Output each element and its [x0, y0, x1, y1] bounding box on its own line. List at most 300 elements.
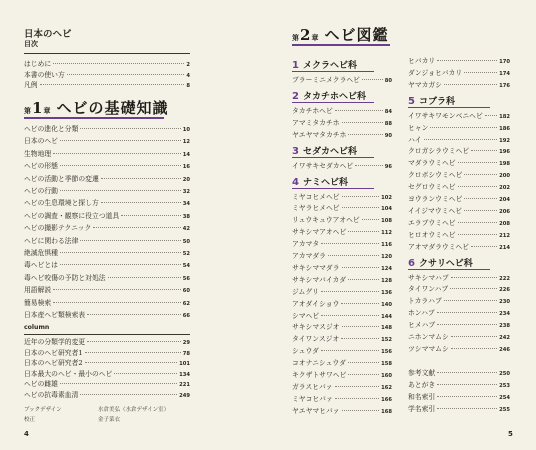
entry-label: 日本最大のヘビ・最小のヘビ	[24, 369, 113, 378]
entry-label: 用語解説	[24, 286, 52, 295]
toc-entry[interactable]	[408, 80, 510, 90]
toc-entry[interactable]	[292, 215, 392, 225]
chapter-title: ヘビの基礎知識	[56, 99, 169, 117]
leader-dots	[362, 219, 379, 220]
entry-page: 38	[182, 213, 190, 220]
toc-entry[interactable]	[24, 310, 190, 320]
toc-entry[interactable]	[24, 161, 190, 171]
entry-page: 112	[381, 230, 392, 237]
entry-label: アオダイショウ	[292, 299, 340, 308]
toc-entry[interactable]	[24, 198, 190, 208]
entry-page: 144	[381, 313, 392, 320]
leader-dots	[53, 302, 181, 303]
toc-entry[interactable]	[24, 248, 190, 258]
leader-dots	[335, 386, 380, 387]
divider	[24, 53, 190, 54]
family-name: セダカヘビ科	[302, 146, 357, 157]
leader-dots	[60, 252, 181, 253]
entry-page: 12	[182, 139, 190, 146]
leader-dots	[342, 122, 383, 123]
entry-page: 208	[499, 220, 510, 227]
leader-dots	[335, 398, 379, 399]
leader-dots	[348, 362, 379, 363]
toc-entry[interactable]	[24, 260, 190, 270]
entry-page: 102	[381, 194, 392, 201]
leader-dots	[437, 408, 497, 409]
entry-page: 42	[182, 226, 190, 233]
leader-dots	[342, 326, 380, 327]
toc-entry[interactable]	[408, 404, 510, 414]
leader-dots	[451, 336, 497, 337]
entry-page: 250	[499, 370, 510, 377]
toc-entry[interactable]	[24, 80, 190, 90]
entry-page: 108	[381, 218, 392, 225]
toc-entry[interactable]	[292, 370, 392, 380]
toc-entry[interactable]	[292, 251, 392, 261]
toc-entry[interactable]	[292, 263, 392, 273]
entry-page: 230	[499, 299, 510, 306]
toc-heading: 目次	[24, 39, 38, 48]
entry-page: 186	[499, 125, 510, 132]
leader-dots	[321, 350, 379, 351]
entry-label: クロガシラウミヘビ	[408, 147, 470, 156]
entry-label: ニホンマムシ	[408, 333, 449, 341]
entry-label: 本書の使い方	[24, 70, 65, 79]
entry-label: ヘビの進化と分類	[24, 125, 79, 133]
entry-label: あとがき	[408, 380, 436, 389]
leader-dots	[80, 394, 177, 395]
leader-dots	[458, 186, 498, 187]
leader-dots	[80, 128, 180, 129]
toc-entry[interactable]	[408, 368, 510, 378]
entry-label: ヒメハブ	[408, 321, 436, 330]
entry-label: ヤエヤマタカチホ	[292, 130, 347, 139]
entry-label: トカラハブ	[408, 297, 442, 306]
entry-label: 日本産ヘビ類検索表	[24, 311, 86, 319]
entry-label: イワサキセダカヘビ	[292, 161, 354, 170]
entry-page: 156	[381, 349, 392, 356]
toc-entry[interactable]	[408, 111, 510, 121]
toc-entry[interactable]	[24, 337, 190, 347]
entry-label: サキシマバイカダ	[292, 275, 347, 284]
entry-page: 202	[499, 185, 510, 192]
toc-entry[interactable]	[408, 182, 510, 192]
entry-page: 29	[182, 340, 190, 346]
entry-page: 246	[499, 346, 510, 353]
toc-entry[interactable]	[24, 70, 190, 80]
entry-page: 162	[381, 384, 392, 391]
toc-entry[interactable]	[24, 390, 190, 400]
entry-label: 和名索引	[408, 392, 436, 401]
toc-entry[interactable]	[408, 273, 510, 283]
leader-dots	[60, 383, 177, 384]
leader-dots	[348, 374, 379, 375]
toc-entry[interactable]	[292, 118, 392, 128]
toc-entry[interactable]	[292, 358, 392, 368]
leader-dots	[464, 198, 497, 199]
leader-dots	[464, 174, 497, 175]
leader-dots	[60, 264, 181, 265]
leader-dots	[114, 373, 177, 374]
entry-page: 158	[381, 361, 392, 368]
toc-entry[interactable]	[408, 230, 510, 240]
family-underline	[292, 102, 374, 103]
entry-page: 204	[499, 197, 510, 203]
toc-entry[interactable]	[292, 406, 392, 416]
toc-entry[interactable]	[24, 211, 190, 221]
page-number: 5	[508, 430, 513, 438]
leader-dots	[321, 315, 379, 316]
entry-label: 近年の分類学的変更	[24, 338, 86, 346]
toc-entry[interactable]	[292, 192, 392, 202]
entry-page: 16	[182, 164, 190, 171]
toc-entry[interactable]	[24, 174, 190, 184]
toc-entry[interactable]	[408, 123, 510, 133]
toc-entry[interactable]	[408, 296, 510, 306]
entry-page: 226	[499, 287, 510, 294]
divider	[24, 334, 190, 335]
leader-dots	[437, 396, 497, 397]
entry-page: 80	[384, 78, 392, 84]
entry-page: 148	[381, 325, 392, 332]
entry-label: セグロウミヘビ	[408, 183, 456, 192]
entry-label: ガラスヒバァ	[292, 382, 333, 391]
leader-dots	[464, 210, 497, 211]
leader-dots	[85, 352, 181, 353]
leader-dots	[121, 215, 181, 216]
toc-entry[interactable]	[408, 320, 510, 330]
leader-dots	[471, 150, 497, 151]
toc-entry[interactable]	[292, 287, 392, 297]
entry-page: 152	[381, 337, 392, 344]
toc-entry[interactable]	[292, 334, 392, 344]
toc-entry[interactable]	[292, 322, 392, 332]
leader-dots	[101, 178, 181, 179]
entry-label: ヘビに関わる法律	[24, 236, 79, 245]
entry-page: 128	[381, 277, 392, 284]
entry-label: ヘビの形態	[24, 162, 58, 171]
book-title: 日本のヘビ	[24, 29, 72, 40]
toc-entry[interactable]	[24, 59, 190, 69]
entry-page: 2	[186, 62, 190, 68]
family-name: コブラ科	[418, 96, 455, 107]
toc-entry[interactable]	[408, 392, 510, 402]
entry-label: イワサキワモンベニヘビ	[408, 111, 483, 120]
entry-page: 120	[381, 254, 392, 260]
entry-page: 221	[179, 382, 190, 388]
entry-label: シュウダ	[292, 347, 319, 356]
entry-label: アカマタ	[292, 240, 320, 249]
leader-dots	[342, 207, 380, 208]
toc-entry[interactable]	[292, 75, 392, 85]
chapter-suffix: 章	[311, 33, 319, 42]
entry-label: クロボシウミヘビ	[408, 171, 463, 180]
entry-label: ハイ	[408, 135, 422, 144]
entry-label: ヒロオウミヘビ	[408, 230, 456, 239]
leader-dots	[444, 84, 497, 85]
leader-dots	[437, 324, 497, 325]
entry-label: リュウキュウアオヘビ	[292, 216, 360, 225]
credit-role: 校正	[24, 417, 36, 423]
entry-label: 日本のヘビ研究者1	[24, 348, 83, 357]
entry-page: 168	[381, 408, 392, 415]
entry-page: 34	[182, 201, 190, 208]
leader-dots	[348, 134, 382, 135]
leader-dots	[430, 127, 497, 128]
toc-entry[interactable]	[292, 346, 392, 356]
entry-page: 253	[499, 382, 510, 389]
toc-entry[interactable]	[292, 394, 392, 404]
entry-label: ブラーミニメクラヘビ	[292, 76, 360, 84]
entry-label: サキシマスジオ	[292, 323, 340, 332]
toc-entry[interactable]	[24, 236, 190, 246]
family-number: 2	[292, 90, 299, 102]
leader-dots	[437, 60, 497, 61]
toc-entry[interactable]	[24, 149, 190, 159]
entry-label: ミヤコヒバァ	[292, 394, 333, 403]
entry-label: エラブウミヘビ	[408, 218, 456, 227]
entry-label: 毒ヘビとは	[24, 261, 58, 270]
entry-label: 凡例	[24, 81, 38, 89]
entry-page: 56	[182, 275, 190, 282]
chapter1-heading	[24, 97, 168, 118]
entry-page: 14	[182, 151, 190, 158]
leader-dots	[342, 267, 380, 268]
entry-label: サキシマハブ	[408, 273, 449, 282]
entry-label: 参考文献	[408, 368, 436, 377]
family-name: タカチホヘビ科	[302, 91, 366, 102]
entry-label: アカマダラ	[292, 252, 326, 260]
chapter-number: 1	[32, 99, 43, 117]
family-underline	[292, 188, 374, 189]
leader-dots	[87, 341, 181, 342]
family-name: メクラヘビ科	[302, 61, 357, 71]
toc-entry[interactable]	[408, 344, 510, 354]
entry-page: 242	[499, 335, 510, 341]
leader-dots	[341, 303, 379, 304]
entry-page: 78	[182, 350, 190, 357]
leader-dots	[342, 196, 380, 197]
leader-dots	[437, 372, 497, 373]
leader-dots	[321, 243, 379, 244]
leader-dots	[60, 190, 181, 191]
toc-entry[interactable]	[408, 380, 510, 390]
entry-page: 136	[381, 289, 392, 296]
entry-label: ホンハブ	[408, 309, 435, 318]
entry-label: ヘビの撮影テクニック	[24, 224, 92, 233]
toc-entry[interactable]	[408, 158, 510, 168]
toc-entry[interactable]	[408, 170, 510, 180]
toc-entry[interactable]	[24, 136, 190, 146]
entry-label: ジムグリ	[292, 287, 319, 296]
entry-label: ツシママムシ	[408, 344, 449, 353]
leader-dots	[53, 153, 181, 154]
entry-label: ヒャン	[408, 123, 429, 132]
toc-entry[interactable]	[292, 106, 392, 116]
toc-entry[interactable]	[408, 284, 510, 294]
entry-label: マダラウミヘビ	[408, 159, 456, 168]
leader-dots	[451, 277, 498, 278]
entry-label: タカチホヘビ	[292, 106, 333, 115]
family-number: 1	[292, 60, 299, 71]
entry-label: 毒ヘビ咬傷の予防と対処法	[24, 273, 106, 282]
leader-dots	[464, 72, 497, 73]
entry-label: ミヤコヒメヘビ	[292, 192, 340, 201]
entry-page: 10	[182, 127, 190, 133]
entry-page: 54	[182, 263, 190, 270]
leader-dots	[93, 227, 180, 228]
entry-label: ヘビの活動と季節の変遷	[24, 174, 99, 183]
entry-label: タイワンハブ	[408, 285, 449, 294]
entry-page: 88	[384, 120, 392, 127]
column-heading: column	[24, 324, 50, 331]
toc-entry[interactable]	[292, 311, 392, 321]
family-heading	[292, 175, 348, 188]
leader-dots	[458, 222, 498, 223]
entry-label: ヘビの生息環境と探し方	[24, 199, 99, 208]
entry-page: 222	[499, 275, 510, 282]
leader-dots	[485, 115, 497, 116]
toc-entry[interactable]	[408, 218, 510, 228]
chapter-suffix: 章	[43, 106, 51, 115]
toc-entry[interactable]	[292, 275, 392, 285]
entry-page: 196	[499, 149, 510, 156]
toc-entry[interactable]	[24, 348, 190, 358]
toc-entry[interactable]	[292, 130, 392, 140]
family-number: 6	[408, 257, 415, 269]
entry-page: 206	[499, 208, 510, 215]
toc-entry[interactable]	[408, 308, 510, 318]
leader-dots	[471, 246, 497, 247]
entry-page: 32	[182, 189, 190, 195]
entry-page: 234	[499, 311, 510, 318]
entry-label: 生物地理	[24, 149, 52, 158]
entry-page: 170	[499, 59, 510, 65]
entry-page: 249	[179, 392, 190, 399]
chapter2-heading	[292, 24, 388, 45]
toc-entry[interactable]	[408, 332, 510, 342]
toc-entry[interactable]	[24, 273, 190, 283]
leader-dots	[335, 110, 383, 111]
entry-page: 140	[381, 301, 392, 308]
entry-label: 簡易検索	[24, 298, 52, 307]
toc-entry[interactable]	[24, 186, 190, 196]
entry-page: 8	[186, 83, 190, 89]
toc-entry[interactable]	[292, 161, 392, 171]
leader-dots	[444, 300, 497, 301]
entry-page: 134	[179, 371, 190, 378]
family-heading	[292, 58, 357, 71]
leader-dots	[80, 240, 180, 241]
toc-entry[interactable]	[292, 239, 392, 249]
toc-entry[interactable]	[24, 298, 190, 308]
leader-dots	[437, 312, 497, 313]
toc-entry[interactable]	[408, 242, 510, 252]
family-number: 3	[292, 145, 299, 157]
entry-label: ヘビの雌雄	[24, 380, 58, 388]
entry-label: キクザトサワヘビ	[292, 371, 347, 379]
leader-dots	[348, 279, 379, 280]
entry-page: 84	[384, 108, 392, 115]
entry-label: ヘビの行動	[24, 187, 58, 195]
entry-label: 絶滅危惧種	[24, 249, 58, 257]
entry-page: 198	[499, 161, 510, 168]
toc-entry[interactable]	[24, 379, 190, 389]
leader-dots	[53, 63, 184, 64]
family-heading	[292, 89, 366, 102]
entry-page: 212	[499, 232, 510, 239]
leader-dots	[53, 289, 181, 290]
family-underline	[292, 157, 374, 158]
family-heading	[408, 94, 455, 107]
credit-name: 水倉美弘（水倉デザイン室）	[98, 407, 170, 413]
entry-label: ダンジョヒバカリ	[408, 68, 463, 77]
toc-entry[interactable]	[408, 194, 510, 204]
leader-dots	[108, 277, 181, 278]
leader-dots	[341, 338, 379, 339]
entry-label: はじめに	[24, 60, 52, 68]
entry-page: 52	[182, 251, 190, 257]
entry-page: 160	[381, 373, 392, 379]
entry-label: 学名索引	[408, 404, 436, 413]
family-heading	[292, 144, 357, 157]
toc-entry[interactable]	[24, 124, 190, 134]
leader-dots	[101, 202, 181, 203]
leader-dots	[348, 231, 379, 232]
toc-entry[interactable]	[408, 206, 510, 216]
entry-page: 20	[182, 176, 190, 183]
toc-entry[interactable]	[24, 285, 190, 295]
chapter-title: ヘビ図鑑	[324, 26, 389, 44]
entry-label: 日本のヘビ	[24, 137, 58, 146]
toc-entry[interactable]	[24, 358, 190, 368]
leader-dots	[67, 74, 185, 75]
leader-dots	[60, 165, 181, 166]
leader-dots	[458, 234, 498, 235]
toc-entry[interactable]	[408, 68, 510, 78]
toc-entry[interactable]	[292, 382, 392, 392]
entry-label: イイジマウミヘビ	[408, 206, 463, 215]
leader-dots	[40, 84, 185, 85]
toc-entry[interactable]	[408, 135, 510, 145]
entry-page: 4	[186, 72, 190, 79]
toc-entry[interactable]	[24, 369, 190, 379]
entry-label: コオナニシュウダ	[292, 359, 346, 368]
toc-entry[interactable]	[292, 227, 392, 237]
entry-label: ヤマカガシ	[408, 80, 442, 89]
entry-label: サキシママダラ	[292, 263, 340, 272]
leader-dots	[355, 165, 383, 166]
entry-page: 62	[182, 300, 190, 307]
entry-page: 174	[499, 70, 510, 77]
entry-label: ヘビの抗毒素血清	[24, 390, 79, 399]
chapter-prefix: 第	[292, 33, 299, 42]
toc-entry[interactable]	[408, 146, 510, 156]
entry-page: 50	[182, 238, 190, 245]
toc-entry[interactable]	[24, 223, 190, 233]
entry-label: アマミタカチホ	[292, 118, 340, 127]
entry-page: 182	[499, 113, 510, 120]
toc-entry[interactable]	[292, 203, 392, 213]
leader-dots	[362, 79, 383, 80]
page-number: 4	[24, 430, 29, 438]
entry-page: 116	[381, 242, 392, 249]
leader-dots	[321, 291, 379, 292]
entry-label: ヘビの調査・観察に役立つ道具	[24, 211, 120, 220]
toc-entry[interactable]	[292, 299, 392, 309]
chapter2-underline	[292, 44, 390, 46]
toc-entry[interactable]	[408, 56, 510, 66]
